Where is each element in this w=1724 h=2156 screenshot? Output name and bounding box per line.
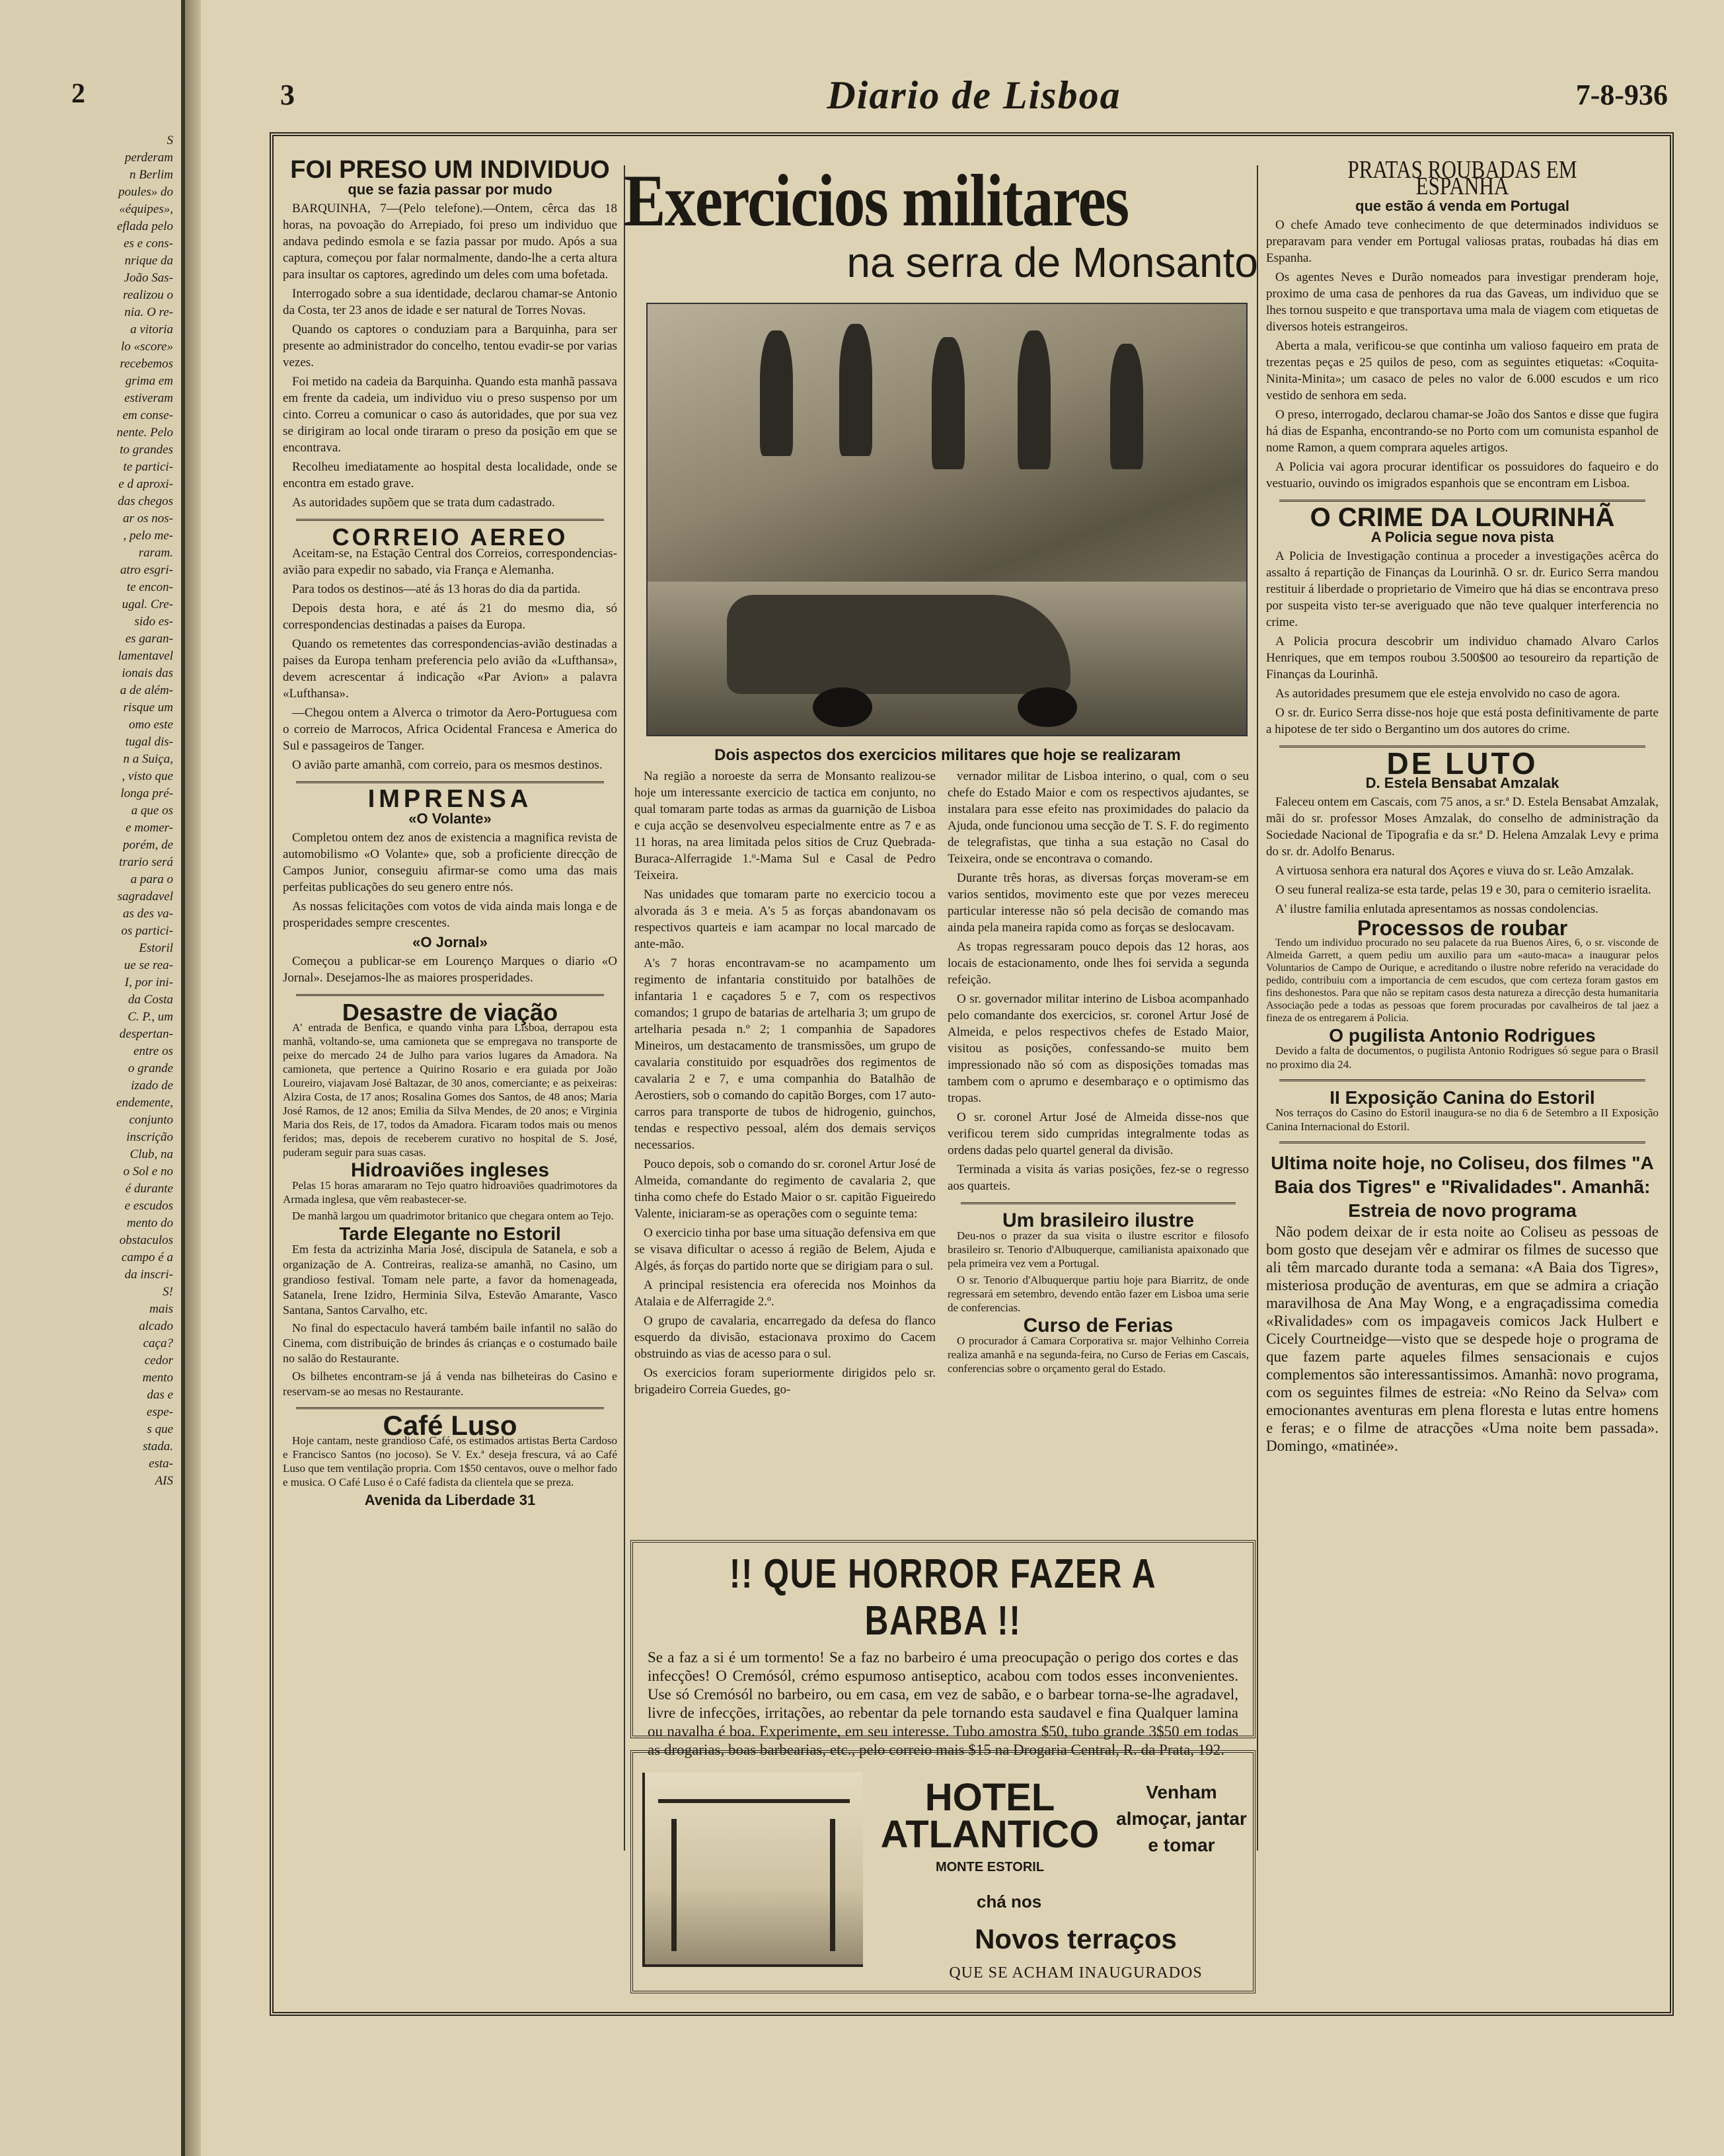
paragraph: Aberta a mala, verificou-se que continha um valioso faqueiro em prata de trezentas peças e 25 quilos de peso, com as seguintes etiquetas: «Coquita-Ninita-Minita»; um casaco de peles no valor de 6.000 escudos e um rico vestido de senhora em seda. [1266, 339, 1659, 403]
subhead-pratas: que estão á venda em Portugal [1355, 198, 1569, 214]
paragraph: Recolheu imediatamente ao hospital desta localidade, onde se encontra em estado grave. [283, 460, 617, 490]
headline-processos: Processos de roubar [1357, 916, 1568, 940]
divider [296, 781, 604, 783]
rider-figure [932, 337, 965, 469]
left-page-fragment [0, 0, 185, 2156]
rider-figure [1110, 344, 1143, 469]
barba-text: Se a faz a si é um tormento! Se a faz no barbeiro é uma preocupação o perigo dos cortes e das infecções! O Cremósól, crémo espumoso antiseptico, acabou com todos esses inconvenientes. Use só Cremósól no barbeiro, ou em casa, em vez de sabão, e o barbear torna-se-lhe agradavel, livre de infecções, irritações, ao rebentar da pele tornando esta saudavel e fina Qualquer lamina ou navalha é boa. Experimente, em seu interesse. Tubo amostra $50, tubo grande 3$50 em todas as drogarias, boas barbearias, etc., pelo correio mais $15 na Drogaria Central, R. da Prata, 192. [648, 1649, 1238, 1758]
subhead-preso: que se fazia passar por mudo [348, 181, 552, 198]
paragraph: O avião parte amanhã, com correio, para os mesmos destinos. [292, 758, 603, 772]
rider-figure [1018, 330, 1051, 469]
left-fragment-line: te partici- [123, 460, 173, 474]
center-column-2 [948, 768, 1249, 1378]
hotel-illustration [642, 1773, 863, 1967]
paragraph: As nossas felicitações com votos de vida ainda mais longa e de prosperidades sempre crescentes. [283, 900, 617, 930]
paragraph: Terminada a visita ás varias posições, fez-se o regresso aos quarteis. [948, 1163, 1249, 1193]
paragraph: O sr. coronel Artur José de Almeida disse-nos que verificou terem sido cumpridas integralmente todas as ordens dadas pelo quartel general da divisão. [948, 1110, 1249, 1157]
left-fragment-line: ugal. Cre- [122, 597, 173, 611]
left-fragment-line: «équipes», [119, 202, 173, 216]
left-fragment-line: despertan- [119, 1027, 173, 1041]
left-fragment-line: esta- [149, 1457, 173, 1471]
barba-headline: !! QUE HORROR FAZER A BARBA !! [729, 1551, 1157, 1644]
left-fragment-line: poules» do [118, 185, 173, 199]
left-fragment-line: estiveram [124, 391, 173, 405]
truck-shape [727, 595, 1070, 694]
paragraph: Foi metido na cadeia da Barquinha. Quando esta manhã passava em frente da cadeia, um individuo viu o preso suspenso por um cinto. Correu a comunicar o caso ás autoridades, que por sua vez se dirigiram ao local onde tiraram o preso da posição em que se encontrava. [283, 375, 617, 455]
left-fragment-line: nrique da [124, 254, 173, 268]
left-fragment-line: os partici- [121, 924, 173, 938]
headline-pugilista: O pugilista Antonio Rodrigues [1329, 1025, 1596, 1046]
left-fragment-line: , visto que [122, 769, 173, 783]
paragraph: A Policia procura descobrir um individuo chamado Alvaro Carlos Henriques, que em tempos roubou 3.500$00 ao tesoureiro da repartição de Finanças da Lourinhã. [1266, 635, 1659, 681]
left-fragment-line: AIS [155, 1474, 173, 1488]
left-fragment-line: to grandes [120, 443, 173, 457]
left-fragment-line: João Sas- [124, 271, 173, 285]
left-fragment-line: stada. [143, 1440, 173, 1453]
headline-hidroavioes: Hidroaviões ingleses [350, 1159, 550, 1181]
left-fragment-line: Estoril [139, 941, 173, 955]
wheel-shape [813, 687, 872, 727]
left-fragment-line: es garan- [125, 632, 173, 646]
paragraph: Interrogado sobre a sua identidade, declarou chamar-se Antonio da Costa, ter 23 anos de idade e ser natural de Torres Novas. [283, 287, 617, 317]
headline-lourinha: O CRIME DA LOURINHÃ [1310, 503, 1615, 532]
left-fragment-line: sido es- [134, 615, 173, 629]
left-fragment-line: o Sol e no [123, 1165, 173, 1178]
left-fragment-line: risque um [123, 701, 173, 714]
hotel-location: MONTE ESTORIL [935, 1860, 1045, 1874]
paragraph: Os agentes Neves e Durão nomeados para investigar prenderam hoje, proximo de uma casa de penhores da rua das Gaveas, um individuo que se lhes tornou suspeito e que transportava uma mala de viagem com etiquetas de diversos hoteis estrangeiros. [1266, 270, 1659, 334]
left-fragment-line: mento do [126, 1216, 173, 1230]
paragraph: Faleceu ontem em Cascais, com 75 anos, a sr.ª D. Estela Bensabat Amzalak, mãi do sr. professor Moses Amzalak, do conselho de administração da Sociedade Nacional de Tipografia e da sr.ª D. Helena Amzalak Levy e prima do sr. dr. Adolfo Benarus. [1266, 795, 1659, 859]
left-fragment-line: realizou o [123, 288, 173, 302]
hotel-tea: chá nos [977, 1892, 1042, 1911]
headline-coliseu: Ultima noite hoje, no Coliseu, dos filmes "A Baia dos Tigres" e "Rivalidades". Amanhã: Estreia de novo programa [1271, 1153, 1654, 1221]
paragraph: Na região a noroeste da serra de Monsanto realizou-se hoje um interessante exercicio de tactica em conjunto, no qual tomaram parte todas as armas da guarnição de Lisboa e cuja acção se desenvolveu especialmente entre as 7 e as 11 horas, na area limitada pelos sitios de Cruz Quebrada-Buraca-Alferragide 1.º-Mama Sul e Casal de Pedro Teixeira. [634, 769, 936, 882]
left-fragment-line: trario será [119, 855, 173, 869]
left-fragment-line: ar os nos- [122, 512, 173, 525]
headline-preso: FOI PRESO UM INDIVIDUO [290, 156, 610, 184]
left-fragment-line: perderam [124, 151, 173, 165]
left-fragment-line: S! [163, 1285, 173, 1299]
paragraph: A's 7 horas encontravam-se no acampamento um regimento de infantaria constituido por batalhões de infantaria 1 e caçadores 5 e 7, com os respectivos comandos; 1 grupo de batarias de artelharia 3; um grupo de artelharia pesada n.º 2; 1 companhia de Sapadores Mineiros, um destacamento de transmissões, um grupo de cavalaria constituido por esquadrões dos regimentos de cavalaria 2 e 7, e uma companhia do Batalhão de Aerostiers, sob o comando do capitão Borges, com 17 auto-carros para transporte de tubos de hidrogenio, guinchos, tendas e respectivo pessoal, além dos demais serviços necessarios. [634, 956, 936, 1152]
paragraph: A Policia vai agora procurar identificar os possuidores do faqueiro e do vestuario, ouvindo os imigrados espanhois que se encontram em Lisboa. [1266, 460, 1659, 490]
left-fragment-line: grima em [125, 374, 173, 388]
divider [1279, 1141, 1645, 1143]
left-fragment-line: S [167, 134, 173, 147]
paragraph: O procurador á Camara Corporativa sr. major Velhinho Correia realiza amanhã e na segunda-feira, no Curso de Ferias em Cascais, conferencias sobre o orçamento geral do Estado. [948, 1334, 1249, 1375]
left-fragment-line: a que os [131, 804, 173, 818]
left-fragment-line: n Berlim [130, 168, 173, 182]
left-fragment-line: tugal dis- [125, 735, 173, 749]
column-left [283, 156, 617, 1511]
left-fragment-line: obstaculos [119, 1233, 173, 1247]
paragraph: Devido a falta de documentos, o pugilista Antonio Rodrigues só segue para o Brasil no proximo dia 24. [1266, 1044, 1659, 1071]
left-fragment-line: Club, na [130, 1147, 173, 1161]
divider [296, 519, 604, 521]
center-column-1 [634, 768, 936, 1401]
paragraph: As autoridades presumem que ele esteja envolvido no caso de agora. [1275, 687, 1620, 701]
hotel-opened: QUE SE ACHAM INAUGURADOS [949, 1964, 1203, 1982]
column-right [1266, 156, 1659, 1457]
paragraph: A Policia de Investigação continua a proceder a investigações acêrca do assalto á repartição de Finanças da Lourinhã. O sr. dr. Eurico Serra mandou restituir á liberdade o proprietario de Vimeiro que há dias se encontrava preso por suspeita visto ter-se averiguado que não teve qualquer interferencia no crime. [1266, 549, 1659, 629]
left-fragment-line: s que [147, 1422, 173, 1436]
left-fragment-line: lo «score» [121, 340, 173, 354]
issue-date: 7-8-936 [1575, 79, 1668, 111]
hotel-name: HOTEL ATLANTICO [880, 1776, 1100, 1856]
paragraph: As tropas regressaram pouco depois das 12 horas, aos locais de estacionamento, onde lhes foi servida a segunda refeição. [948, 940, 1249, 987]
cafe-luso-address: Avenida da Liberdade 31 [364, 1492, 536, 1508]
divider [1279, 1079, 1645, 1081]
left-fragment-line: izado de [131, 1079, 173, 1093]
paragraph: De manhã largou um quadrimotor britanico que chegara ontem ao Tejo. [292, 1210, 614, 1222]
left-fragment-line: eflada pelo [117, 219, 173, 233]
paragraph: O exercicio tinha por base uma situação defensiva em que se visava dificultar o acesso á região de Belem, Ajuda e Algés, ás forças do partido norte que se dirigiam para o sul. [634, 1226, 936, 1273]
left-fragment-line: caça? [143, 1336, 173, 1350]
paragraph: Quando os remetentes das correspondencias-avião destinadas a paises da Europa tenham preferencia pelo avião da «Lufthansa», devem acrescentar á indicação «Par Avion» a palavra «Lufthansa». [283, 637, 617, 701]
cafe-luso-title: Café Luso [383, 1410, 517, 1441]
left-fragment-line: atro esgri- [120, 563, 173, 577]
headline-correio: CORREIO AEREO [332, 523, 568, 551]
paragraph: O sr. Tenorio d'Albuquerque partiu hoje para Biarritz, de onde regressará em setembro, devendo então fazer em Lisboa uma serie de conferencias. [948, 1274, 1249, 1314]
wheel-shape [1018, 687, 1077, 727]
subhead-lourinha: A Policia segue nova pista [1370, 529, 1554, 545]
left-fragment-line: endemente, [116, 1096, 173, 1110]
left-fragment-line: mais [149, 1302, 173, 1316]
left-fragment-line: o grande [128, 1061, 173, 1075]
paragraph: Os exercicios foram superiormente dirigidos pelo sr. brigadeiro Correia Guedes, go- [634, 1366, 936, 1397]
left-page-text-fragments [0, 132, 173, 2049]
column-rule [624, 165, 625, 1851]
terrace-column [671, 1819, 677, 1951]
subheadline-monsanto: na serra de Monsanto [846, 239, 1258, 286]
left-fragment-line: mento [142, 1371, 173, 1385]
left-fragment-line: recebemos [120, 357, 173, 371]
paragraph: As autoridades supõem que se trata dum cadastrado. [292, 496, 555, 510]
page-header [280, 73, 1668, 126]
headline-tarde-elegante: Tarde Elegante no Estoril [339, 1223, 561, 1244]
left-fragment-line: nia. O re- [124, 305, 173, 319]
left-fragment-line: conjunto [129, 1113, 173, 1127]
subhead-volante: «O Volante» [408, 810, 492, 827]
left-fragment-line: das chegos [118, 494, 173, 508]
left-fragment-line: e momer- [126, 821, 173, 835]
left-fragment-line: raram. [138, 546, 173, 560]
paragraph: BARQUINHA, 7—(Pelo telefone).—Ontem, cêrca das 18 horas, na povoação do Arrepiado, foi preso um individuo que andava pedindo esmola e se fazia passar por mudo. Após a sua captura, começou por falar normalmente, dando-lhe a certa altura para insultar os captores, agredindo um deles com uma bofetada. [283, 202, 617, 282]
left-fragment-line: porém, de [123, 838, 173, 852]
paragraph: O grupo de cavalaria, encarregado da defesa do flanco esquerdo da divisão, estacionava proximo do Cacem obstruindo as vias de acesso para o sul. [634, 1314, 936, 1361]
paragraph: Hoje cantam, neste grandioso Café, os estimados artistas Berta Cardoso e Francisco Santos (no jocoso). Se V. Ex.ª deseja frescura, vá ao Café Luso que tem ventilação propria. Com 1$50 centavos, ouve o melhor fado e musica. O Café Luso é o Café fadista da clientela que se preza. [283, 1434, 617, 1488]
paragraph: Nas unidades que tomaram parte no exercicio tocou a alvorada ás 3 e meia. A's 5 as forças abandonavam os respectivos quarteis e iam acampar no local marcado de ante-mão. [634, 888, 936, 951]
left-fragment-line: das e [147, 1388, 173, 1402]
left-fragment-line: campo é a [121, 1251, 173, 1264]
paragraph: Quando os captores o conduziam para a Barquinha, para ser presente ao administrador do concelho, tentou evadir-se por varias vezes. [283, 323, 617, 369]
hotel-terraces: Novos terraços [975, 1923, 1177, 1954]
left-fragment-line: a vitoria [130, 323, 173, 336]
left-fragment-line: ue se rea- [124, 958, 173, 972]
subhead-jornal: «O Jornal» [412, 934, 488, 950]
paragraph: O seu funeral realiza-se esta tarde, pelas 19 e 30, para o cemiterio israelita. [1275, 883, 1651, 897]
masthead: Diario de Lisboa [827, 73, 1121, 117]
paragraph: No final do espectaculo haverá também baile infantil no salão do Cinema, com distribuição de brindes ás crianças e o costumado baile no salão do Restaurante. [283, 1321, 617, 1365]
terrace-column [830, 1819, 835, 1951]
divider [296, 994, 604, 996]
paragraph: Depois desta hora, e até ás 21 do mesmo dia, só correspondencias destinadas a paises da Europa. [283, 601, 617, 632]
subhead-luto: D. Estela Bensabat Amzalak [1365, 775, 1559, 791]
divider [961, 1202, 1236, 1204]
headline-imprensa: IMPRENSA [367, 785, 533, 813]
rider-figure [839, 324, 872, 456]
paragraph: Começou a publicar-se em Lourenço Marques o diario «O Jornal». Desejamos-lhe as maiores prosperidades. [283, 954, 617, 985]
left-fragment-line: sagradavel [117, 890, 173, 904]
paragraph: O sr. dr. Eurico Serra disse-nos hoje que está posta definitivamente de parte a hipotese de ter sido o Bergantino um dos autores do crime. [1266, 706, 1659, 736]
paragraph: A' ilustre familia enlutada apresentamos as nossas condolencias. [1275, 902, 1598, 916]
headline-curso-ferias: Curso de Ferias [1023, 1315, 1174, 1336]
headline-exposicao-canina: II Exposição Canina do Estoril [1330, 1087, 1595, 1108]
page-number: 3 [280, 79, 295, 111]
left-fragment-line: n a Suiça, [123, 752, 173, 766]
left-fragment-line: lamentavel [118, 649, 173, 663]
left-page-number: 2 [71, 79, 85, 109]
left-fragment-line: inscrição [126, 1130, 173, 1144]
left-fragment-line: omo este [128, 718, 173, 732]
headline-brasileiro: Um brasileiro ilustre [1002, 1210, 1195, 1231]
paragraph: Durante três horas, as diversas forças moveram-se em varios sentidos, movimento este que por vezes mereceu particular interesse não só pela decisão de comando mas ainda pela maneira rapida como as forças se deslocavam. [948, 871, 1249, 935]
paragraph: O chefe Amado teve conhecimento de que determinados individuos se preparavam para vender em Portugal valiosas pratas, roubadas há dias em Espanha. [1266, 218, 1659, 265]
photo-caption: Dois aspectos dos exercicios militares que hoje se realizaram [714, 746, 1181, 764]
headline-desastre: Desastre de viação [342, 999, 558, 1026]
terrace-roof [658, 1799, 850, 1816]
column-rule [1257, 165, 1258, 1851]
left-fragment-line: ionais das [122, 666, 173, 680]
military-photo [646, 303, 1248, 736]
paragraph: Nos terraços do Casino do Estoril inaugura-se no dia 6 de Setembro a II Exposição Canina Internacional do Estoril. [1266, 1106, 1659, 1133]
left-fragment-line: e d aproxi- [118, 477, 173, 491]
divider [1279, 500, 1645, 502]
paragraph: Deu-nos o prazer da sua visita o ilustre escritor e filosofo brasileiro sr. Tenorio d'Albuquerque, camilianista apaixonado que pela primeira vez vem a Portugal. [948, 1229, 1249, 1270]
left-fragment-line: te encon- [126, 580, 173, 594]
left-fragment-line: longa pré- [120, 787, 173, 800]
paragraph: O sr. governador militar interino de Lisboa acompanhado pelo comandante dos exercicios, sr. coronel Artur José de Almeida, e pelos respectivos chefes de Estado Maior, visitou as posições, confessando-se muito bem impressionado não só com as disposições tomadas mas tambem com o aprumo e desembaraço e o optimismo das tropas. [948, 992, 1249, 1105]
paragraph: Não podem deixar de ir esta noite ao Coliseu as pessoas de bom gosto que desejam vêr e admirar os filmes de sucesso que ali têm marcado durante toda a semana: «A Baia dos Tigres», misteriosa produção de aventuras, em que se admira a criação maravilhosa de Ana May Wong, e a engraçadissima comedia «Rivalidades» com os impagaveis comicos Jack Hulbert e Cicely Courtneidge—visto que se despede hoje o programa de que fazem parte aqueles filmes sensacionais e cujos complementos são interessantissimos. Amanhã: novo programa, com os seguintes filmes de estreia: «No Reino da Selva» com emocionantes aventuras em plena floresta e lutas entre homens e feras; e o filme de atracções «Uma noite bem passada». Domingo, «matinée». [1266, 1223, 1659, 1454]
paragraph: Pouco depois, sob o comando do sr. coronel Artur José de Almeida, comandante do regimento de cavalaria 2, que tinha como chefe do Estado Maior o sr. capitão Figueiredo Valente, iniciaram-se as operações com o seguinte tema: [634, 1157, 936, 1221]
page-gutter [185, 0, 201, 2156]
left-fragment-line: espe- [146, 1405, 173, 1419]
left-fragment-line: da Costa [128, 993, 173, 1007]
left-fragment-line: da inscri- [124, 1268, 173, 1282]
left-fragment-line: es e cons- [124, 237, 173, 250]
left-fragment-line: , pelo me- [123, 529, 173, 543]
paragraph: Em festa da actrizinha Maria José, discipula de Satanela, e sob a organização de A. Contreiras, realiza-se amanhã, no Casino, um grandioso festival. Tomam nele parte, a favor da homenageada, Satanela, Irene Izidro, Herminia Silva, Estevão Amarante, Vasco Santana, Santos Carvalho, etc. [283, 1243, 617, 1317]
divider [296, 1407, 604, 1409]
hotel-advertisement [630, 1750, 1256, 1993]
rider-figure [760, 330, 793, 456]
paragraph: Completou ontem dez anos de existencia a magnifica revista de automobilismo «O Volante» que, sob a proficiente direcção de Campos Junior, conseguiu afirmar-se como uma das mais perfeitas publicações do seu genero entre nós. [283, 831, 617, 894]
left-fragment-line: C. P., um [128, 1010, 173, 1024]
paragraph: Para todos os destinos—até ás 13 horas do dia da partida. [292, 582, 581, 596]
paragraph: Aceitam-se, na Estação Central dos Correios, correspondencias-avião para expedir no sabado, via França e Alemanha. [283, 547, 617, 577]
paragraph: —Chegou ontem a Alverca o trimotor da Aero-Portuguesa com o correio de Marrocos, Africa Ocidental Francesa e America do Sul e passageiros de Tanger. [283, 706, 617, 753]
paragraph: Pelas 15 horas amararam no Tejo quatro hidroaviões quadrimotores da Armada inglesa, que vêm reabastecer-se. [283, 1179, 617, 1206]
hotel-slogan: Venham almoçar, jantar e tomar [1116, 1782, 1247, 1855]
paragraph: Tendo um individuo procurado no seu palacete da rua Buenos Aires, 6, o sr. visconde de Almeida Garrett, a quem pediu um auxilio para um «auto-maca» a inaugurar pelos Voluntarios de Campo de Ourique, e acreditando o ilustre nobre referido na veracidade do pedido, contribuiu com a importancia de cem escudos, que com certeza foram gastos em fins deshonestos. Para que não se repitam casos desta natureza a direcção desta humanitaria Associação pede a todas as pessoas que forem procuradas por cavalheiros de tal jaez a fineza de os entregarem á Policia. [1266, 937, 1659, 1024]
barba-advertisement [630, 1540, 1256, 1758]
newspaper-page [201, 0, 1724, 2156]
paragraph: O preso, interrogado, declarou chamar-se João dos Santos e disse que fugira há dias de Espanha, encontrando-se no Porto com um comunista espanhol de nome Ramon, a quem comprara aqueles artigos. [1266, 408, 1659, 455]
headline-exercicios: Exercicios militares [624, 160, 1129, 242]
left-fragment-line: as des va- [123, 907, 173, 921]
left-fragment-line: é durante [125, 1182, 173, 1196]
paragraph: A virtuosa senhora era natural dos Açores e viuva do sr. Leão Amzalak. [1275, 864, 1634, 878]
left-fragment-line: I, por ini- [124, 976, 173, 989]
headline-pratas: PRATAS ROUBADAS EM ESPANHA [1347, 156, 1577, 200]
paragraph: vernador militar de Lisboa interino, o qual, com o seu chefe do Estado Maior e com os respectivos ajudantes, se instalara para esse efeito nas proximidades do palacio da Ajuda, onde funcionou uma secção de T. S. F. do regimento de telegrafistas, que tinha a sua estação no Casal do Teixeira, onde se encontrava o comando. [948, 769, 1249, 866]
paragraph: Os bilhetes encontram-se já á venda nas bilheteiras do Casino e reservam-se ao mesas no Restaurante. [283, 1369, 617, 1398]
paragraph: A principal resistencia era oferecida nos Moinhos da Atalaia e de Alferragide 2.º. [634, 1278, 936, 1309]
headline-luto: DE LUTO [1386, 746, 1538, 781]
paragraph: A' entrada de Benfica, e quando vinha para Lisboa, derrapou esta manhã, voltando-se, uma camioneta que se empregava no transporte de peixe do mercado 24 de Julho para varios lugares da Amadora. Na camioneta, que pertence a Quirino Rosario e era guiada por João Loureiro, viajavam José Baltazar, de 30 anos, comerciante; e as peixeiras: Alzira Costa, de 17 anos; Rosalina Gomes dos Santos, de 48 anos; Maria José Ramos, de 12 anos; Emilia da Silva Mendes, de 20 anos; e Virginia Maria dos Reis, de 17, todos da Amadora. Ficaram todos mais ou menos feridos; mas, depois de receberem curativo no hospital de S. José, puderam seguir para suas casas. [283, 1021, 617, 1159]
left-fragment-line: nente. Pelo [116, 426, 173, 440]
left-fragment-line: a de além- [120, 683, 173, 697]
left-fragment-line: a para o [130, 872, 173, 886]
left-fragment-line: em conse- [122, 408, 173, 422]
left-fragment-line: e escudos [124, 1199, 173, 1213]
left-fragment-line: alcado [139, 1319, 173, 1333]
left-fragment-line: cedor [144, 1354, 173, 1367]
left-fragment-line: entre os [133, 1044, 173, 1058]
